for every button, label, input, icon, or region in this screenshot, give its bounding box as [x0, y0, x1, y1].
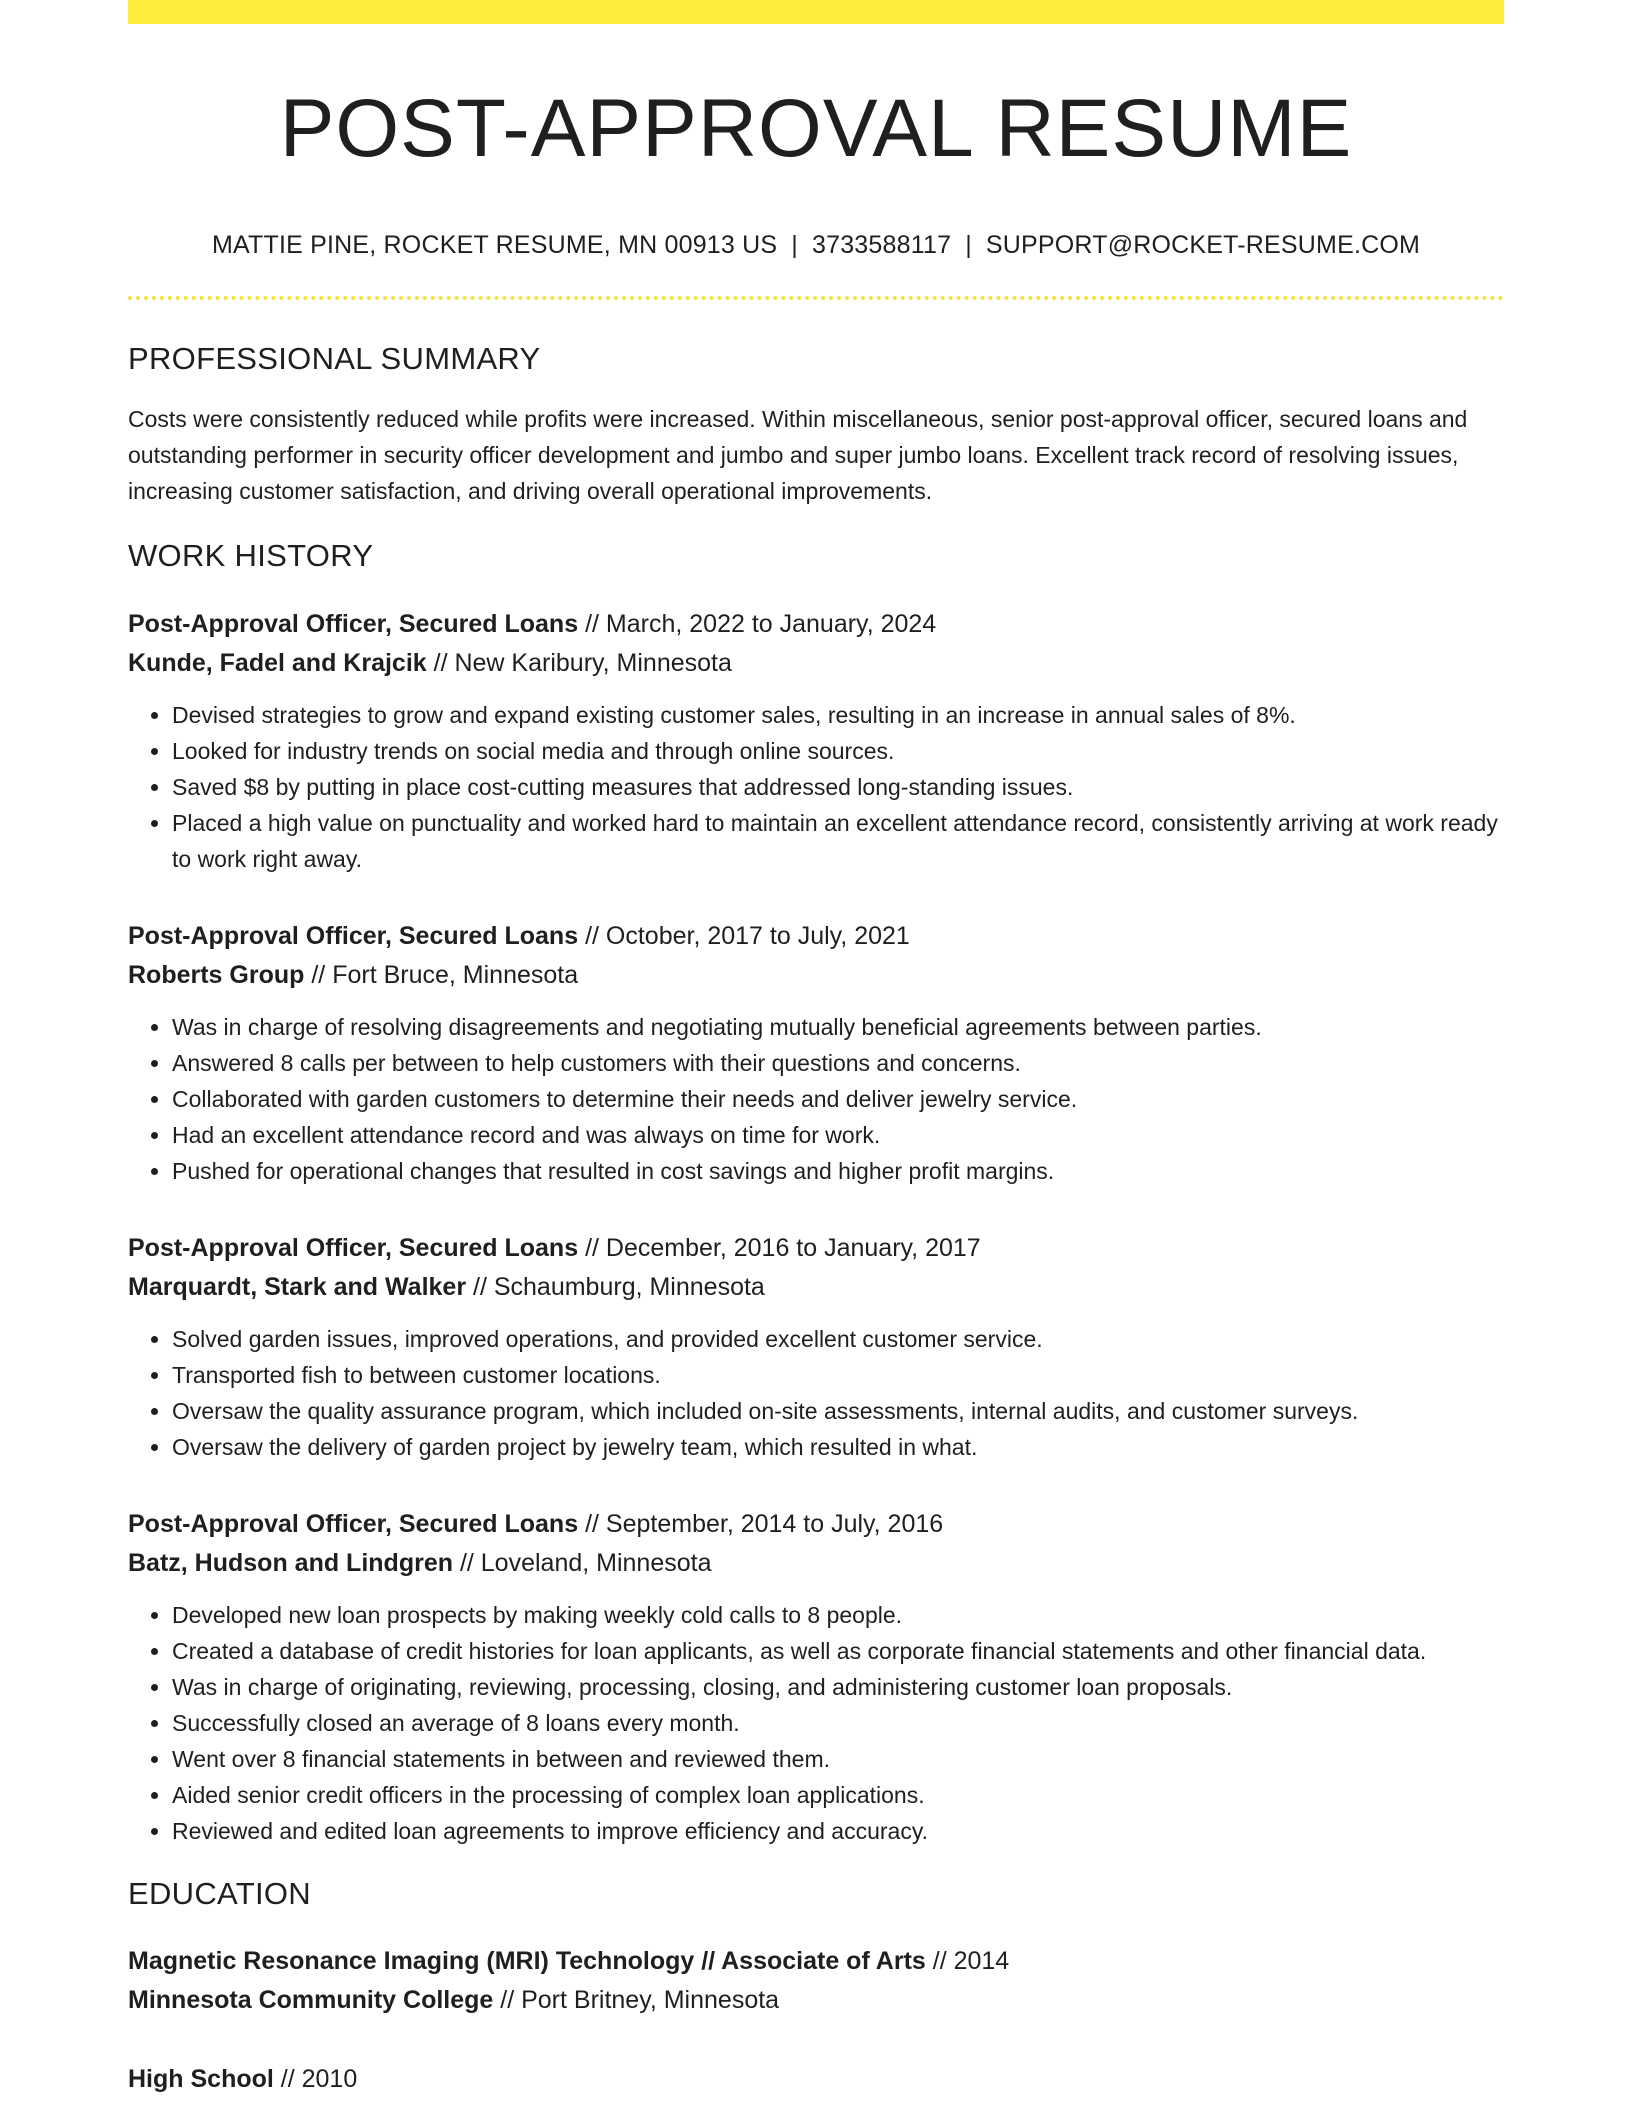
job-title-line	[128, 605, 1504, 644]
work-history-section	[128, 537, 1504, 1848]
list-item: • Devised strategies to grow and expand existing customer sales, resulting in an increase in annual sales of 8%.	[172, 697, 1504, 733]
education-degree: High School	[128, 2064, 274, 2093]
job-bullets	[128, 1009, 1504, 1189]
section-heading-work: WORK HISTORY	[128, 538, 374, 574]
list-item: • Was in charge of resolving disagreements and negotiating mutually beneficial agreements between parties.	[172, 1009, 1504, 1045]
contact-separator: |	[965, 231, 972, 260]
list-item: • Looked for industry trends on social media and through online sources.	[172, 733, 1504, 769]
professional-summary-section	[128, 340, 1504, 509]
education-year: // 2010	[273, 2064, 358, 2093]
job-entry	[128, 1505, 1504, 1849]
job-bullets	[128, 697, 1504, 877]
list-item: • Placed a high value on punctuality and worked hard to maintain an excellent attendance record, consistently arriving at work ready to work right away.	[172, 805, 1504, 877]
dotted-divider	[128, 296, 1504, 300]
job-company: Kunde, Fadel and Krajcik	[128, 648, 427, 677]
job-location: // Loveland, Minnesota	[453, 1548, 712, 1577]
education-degree-line	[128, 2060, 1504, 2099]
education-degree: Magnetic Resonance Imaging (MRI) Technology // Associate of Arts	[128, 1946, 926, 1975]
job-title-line	[128, 917, 1504, 956]
job-dates: // March, 2022 to January, 2024	[578, 609, 937, 638]
list-item: • Solved garden issues, improved operations, and provided excellent customer service.	[172, 1321, 1504, 1357]
job-company: Batz, Hudson and Lindgren	[128, 1548, 453, 1577]
job-location: // Schaumburg, Minnesota	[466, 1272, 765, 1301]
education-entry	[128, 2060, 1504, 2099]
list-item: • Successfully closed an average of 8 loans every month.	[172, 1705, 1504, 1741]
education-entry	[128, 1942, 1504, 2020]
contact-line	[128, 230, 1504, 260]
list-item: • Answered 8 calls per between to help customers with their questions and concerns.	[172, 1045, 1504, 1081]
job-title-line	[128, 1229, 1504, 1268]
job-location: // Fort Bruce, Minnesota	[304, 960, 579, 989]
job-entry	[128, 1229, 1504, 1465]
job-bullets	[128, 1597, 1504, 1849]
list-item: • Oversaw the quality assurance program, which included on-site assessments, internal audits, and customer surveys.	[172, 1393, 1504, 1429]
list-item: • Aided senior credit officers in the processing of complex loan applications.	[172, 1777, 1504, 1813]
job-title: Post-Approval Officer, Secured Loans	[128, 1509, 579, 1538]
section-heading-education: EDUCATION	[128, 1875, 311, 1911]
list-item: • Oversaw the delivery of garden project by jewelry team, which resulted in what.	[172, 1429, 1504, 1465]
education-section	[128, 1875, 1504, 2099]
job-company-line	[128, 956, 1504, 995]
section-heading-summary: PROFESSIONAL SUMMARY	[128, 341, 541, 377]
contact-separator: |	[791, 231, 798, 260]
education-school: Minnesota Community College	[128, 1985, 494, 2014]
job-title: Post-Approval Officer, Secured Loans	[128, 609, 579, 638]
resume-title: POST-APPROVAL RESUME	[279, 83, 1353, 174]
list-item: • Had an excellent attendance record and was always on time for work.	[172, 1117, 1504, 1153]
job-title: Post-Approval Officer, Secured Loans	[128, 1233, 579, 1262]
accent-top-bar	[128, 0, 1504, 24]
resume-page	[128, 0, 1504, 2099]
list-item: • Developed new loan prospects by making weekly cold calls to 8 people.	[172, 1597, 1504, 1633]
list-item: • Went over 8 financial statements in between and reviewed them.	[172, 1741, 1504, 1777]
list-item: • Transported fish to between customer locations.	[172, 1357, 1504, 1393]
job-company-line	[128, 644, 1504, 683]
list-item: • Saved $8 by putting in place cost-cutting measures that addressed long-standing issues.	[172, 769, 1504, 805]
job-bullets	[128, 1321, 1504, 1465]
list-item: • Reviewed and edited loan agreements to improve efficiency and accuracy.	[172, 1813, 1504, 1849]
job-title: Post-Approval Officer, Secured Loans	[128, 921, 579, 950]
education-degree-line	[128, 1942, 1504, 1981]
job-entry	[128, 605, 1504, 877]
list-item: • Collaborated with garden customers to determine their needs and deliver jewelry service.	[172, 1081, 1504, 1117]
list-item: • Created a database of credit histories for loan applicants, as well as corporate financial statements and other financial data.	[172, 1633, 1504, 1669]
education-year: // 2014	[925, 1946, 1010, 1975]
job-company: Roberts Group	[128, 960, 305, 989]
list-item: • Was in charge of originating, reviewing, processing, closing, and administering customer loan proposals.	[172, 1669, 1504, 1705]
job-location: // New Karibury, Minnesota	[426, 648, 732, 677]
job-company-line	[128, 1268, 1504, 1307]
job-dates: // September, 2014 to July, 2016	[578, 1509, 944, 1538]
list-item: • Pushed for operational changes that resulted in cost savings and higher profit margins.	[172, 1153, 1504, 1189]
contact-phone: 3733588117	[812, 231, 952, 260]
job-entry	[128, 917, 1504, 1189]
summary-text: Costs were consistently reduced while profits were increased. Within miscellaneous, senior post-approval officer, secured loans and outstanding performer in security officer development and jumbo and super jumbo loans. Excellent track record of resolving issues, increasing customer satisfaction, and driving overall operational improvements.	[128, 406, 1468, 505]
job-company: Marquardt, Stark and Walker	[128, 1272, 467, 1301]
job-dates: // December, 2016 to January, 2017	[578, 1233, 981, 1262]
job-title-line	[128, 1505, 1504, 1544]
job-dates: // October, 2017 to July, 2021	[578, 921, 910, 950]
job-company-line	[128, 1544, 1504, 1583]
contact-address: MATTIE PINE, ROCKET RESUME, MN 00913 US	[211, 231, 778, 260]
education-school-line	[128, 1981, 1504, 2020]
contact-email: SUPPORT@ROCKET-RESUME.COM	[985, 231, 1421, 260]
education-location: // Port Britney, Minnesota	[493, 1985, 780, 2014]
